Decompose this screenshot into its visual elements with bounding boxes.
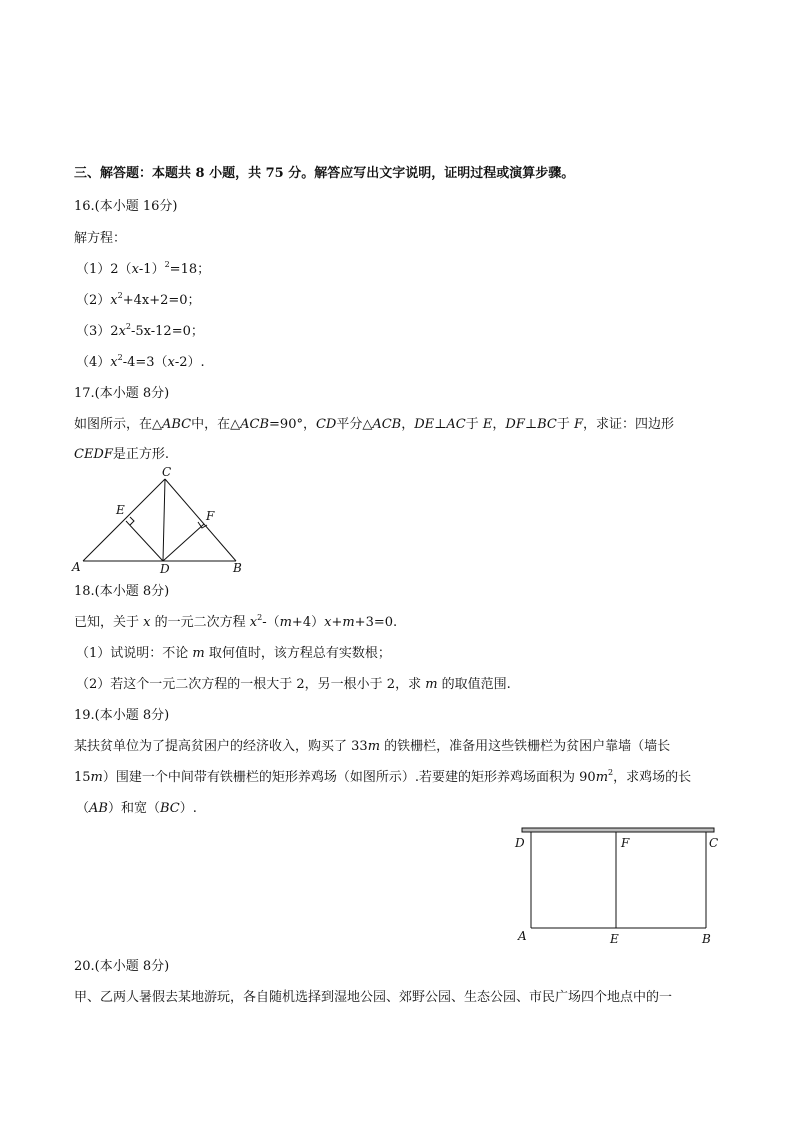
q16-header: 16.(本小题 16分)	[74, 199, 178, 214]
q19-enclosure-figure	[508, 822, 730, 950]
q19-header: 19.(本小题 8分)	[74, 708, 170, 723]
q16-item-3: $(3)2x^2-5x-12=0$；	[76, 322, 204, 339]
q17-triangle-figure	[68, 466, 258, 578]
label-c: C	[162, 466, 172, 479]
q16-item-2: $(2)x^2+4x+2=0$；	[76, 291, 201, 308]
label-b: B	[702, 932, 711, 946]
q19-statement-line1: 某扶贫单位为了提高贫困户的经济收入，购买了 33m 的铁栅栏，准备用这些铁栅栏为贫困户靠墙（墙长	[74, 739, 671, 754]
q17-statement-line1: 如图所示，在△ABC中，在△ACB=90°，CD平分△ACB，DE⊥AC于 E，DF⊥BC于 F，求证：四边形	[74, 417, 675, 432]
label-e: E	[116, 503, 125, 517]
q18-part-2: （2）若这个一元二次方程的一根大于 2，另一根小于 2，求 m 的取值范围.	[76, 677, 511, 692]
q18-statement-line1: 已知，关于 x 的一元二次方程 $x^2-(m+4)x+m+3=0$.	[74, 613, 398, 630]
section-heading: 三、解答题：本题共 8 小题，共 75 分。解答应写出文字说明，证明过程或演算步骤。	[74, 166, 575, 181]
q16-item-4: $(4)x^2-4=3(x-2)$.	[76, 353, 205, 370]
segment-ac	[83, 479, 165, 561]
q20-header: 20.(本小题 8分)	[74, 959, 170, 974]
label-a: A	[518, 929, 527, 943]
label-a: A	[72, 560, 81, 574]
segment-de	[126, 521, 163, 561]
segment-bc	[165, 479, 236, 561]
q16-item-1: $(1)2(x-1)^2=18$；	[76, 260, 211, 277]
label-c: C	[709, 836, 719, 850]
wall	[522, 828, 714, 832]
q20-statement-line1: 甲、乙两人暑假去某地游玩，各自随机选择到湿地公园、郊野公园、生态公园、市民广场四个地点中的一	[74, 990, 673, 1005]
label-d: D	[160, 562, 170, 576]
segment-cd	[163, 479, 165, 561]
q18-part-1: （1）试说明：不论 m 取何值时，该方程总有实数根；	[76, 646, 391, 661]
label-f: F	[621, 836, 630, 850]
q18-header: 18.(本小题 8分)	[74, 584, 170, 599]
label-e: E	[610, 932, 619, 946]
q17-statement-line2: CEDF是正方形.	[74, 447, 170, 462]
label-d: D	[515, 836, 525, 850]
q19-statement-line3: （AB）和宽（BC）.	[76, 801, 197, 816]
label-b: B	[233, 561, 242, 575]
q19-statement-line2: 15m）围建一个中间带有铁栅栏的矩形养鸡场（如图所示）.若要建的矩形养鸡场面积为 $90m^2$，求鸡场的长	[74, 768, 692, 785]
label-f: F	[206, 509, 215, 523]
right-angle-mark-e	[130, 517, 134, 525]
q17-header: 17.(本小题 8分)	[74, 386, 170, 401]
segment-df	[163, 524, 204, 561]
q16-intro: 解方程：	[74, 231, 127, 246]
